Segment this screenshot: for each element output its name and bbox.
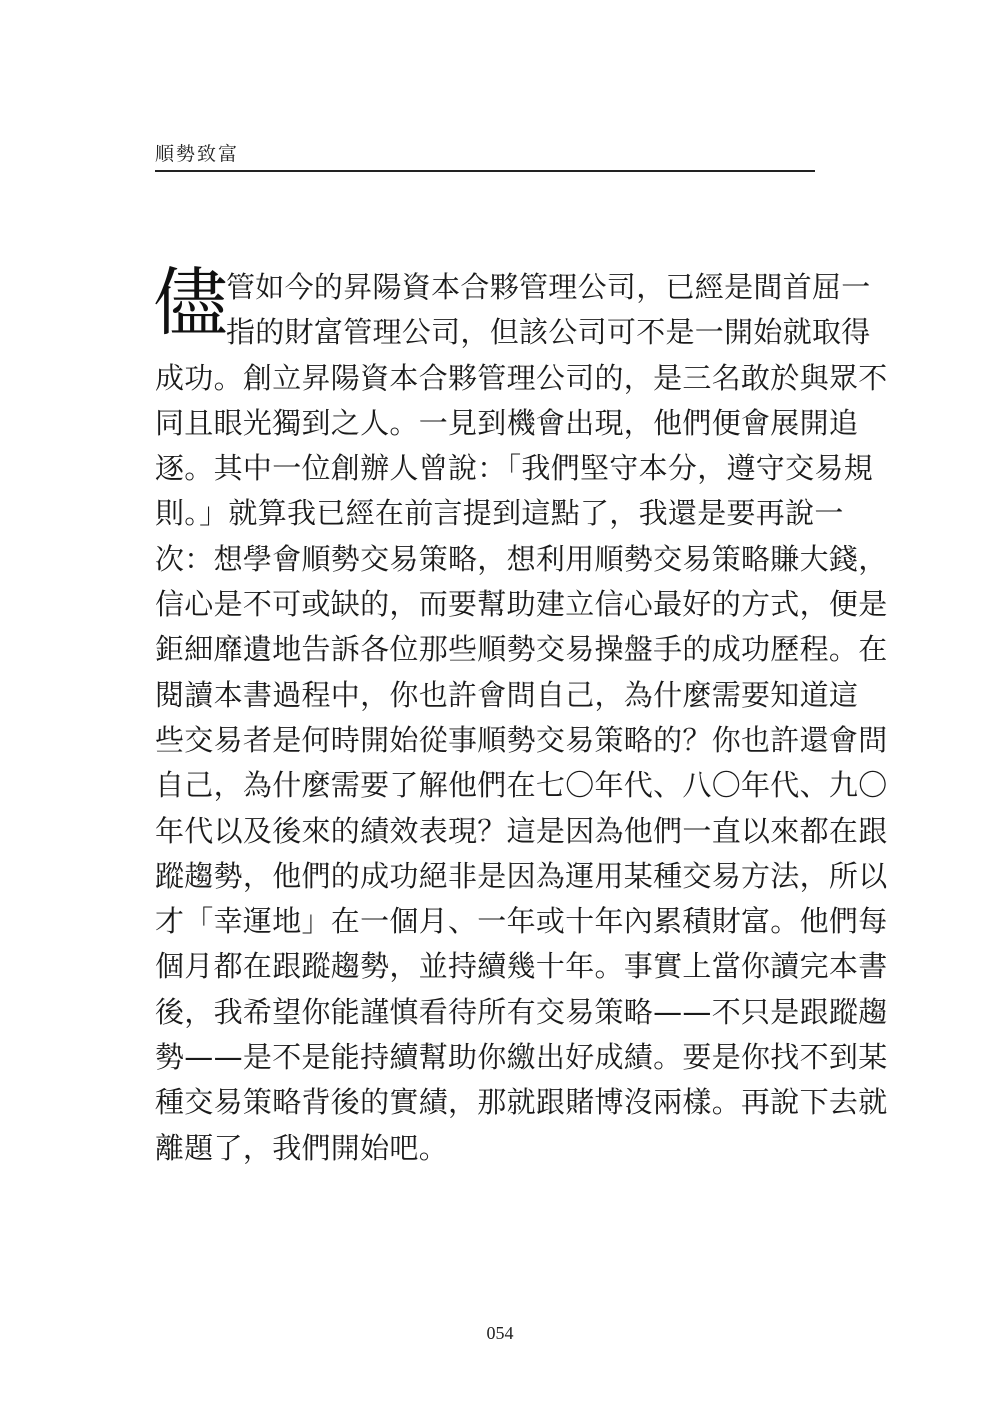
paragraph-line: 指的財富管理公司，但該公司可不是一開始就取得 [226,315,871,350]
paragraph-line: 才「幸運地」在一個月、一年或十年內累積財富。他們每 [155,904,888,939]
paragraph-line: 自己，為什麼需要了解他們在七〇年代、八〇年代、九〇 [155,768,888,803]
paragraph-line: 逐。其中一位創辦人曾說：「我們堅守本分，遵守交易規 [155,451,874,486]
paragraph-line: 個月都在跟蹤趨勢，並持續幾十年。事實上當你讀完本書 [155,949,888,984]
page-number: 054 [486,1323,514,1343]
paragraph-line: 信心是不可或缺的，而要幫助建立信心最好的方式，便是 [155,587,888,622]
paragraph-line: 後，我希望你能謹慎看待所有交易策略——不只是跟蹤趨 [155,994,888,1029]
paragraph-line: 離題了，我們開始吧。 [155,1130,449,1165]
paragraph-line: 勢——是不是能持續幫助你繳出好成績。要是你找不到某 [155,1040,888,1075]
paragraph-line: 成功。創立昇陽資本合夥管理公司的，是三名敢於與眾不 [155,360,888,395]
paragraph-line: 年代以及後來的績效表現？這是因為他們一直以來都在跟 [155,813,888,848]
drop-cap: 儘 [153,260,227,346]
paragraph-line: 種交易策略背後的實績，那就跟賭博沒兩樣。再說下去就 [155,1085,888,1120]
paragraph-line: 鉅細靡遺地告訴各位那些順勢交易操盤手的成功歷程。在 [155,632,888,667]
paragraph-line: 則。」就算我已經在前言提到這點了，我還是要再說一 [155,496,844,531]
paragraph-line: 管如今的昇陽資本合夥管理公司，已經是間首屈一 [226,270,871,304]
paragraph-line: 次：想學會順勢交易策略，想利用順勢交易策略賺大錢， [155,541,888,576]
paragraph-line: 蹤趨勢，他們的成功絕非是因為運用某種交易方法，所以 [155,858,888,893]
paragraph-line: 同且眼光獨到之人。一見到機會出現，他們便會展開追 [155,405,859,440]
body-paragraph [155,268,888,1174]
header-divider [155,170,815,172]
paragraph-line: 些交易者是何時開始從事順勢交易策略的？你也許還會問 [155,722,888,757]
running-header: 順勢致富 [155,143,240,165]
paragraph-line: 閱讀本書過程中，你也許會問自己，為什麼需要知道這 [155,677,859,712]
